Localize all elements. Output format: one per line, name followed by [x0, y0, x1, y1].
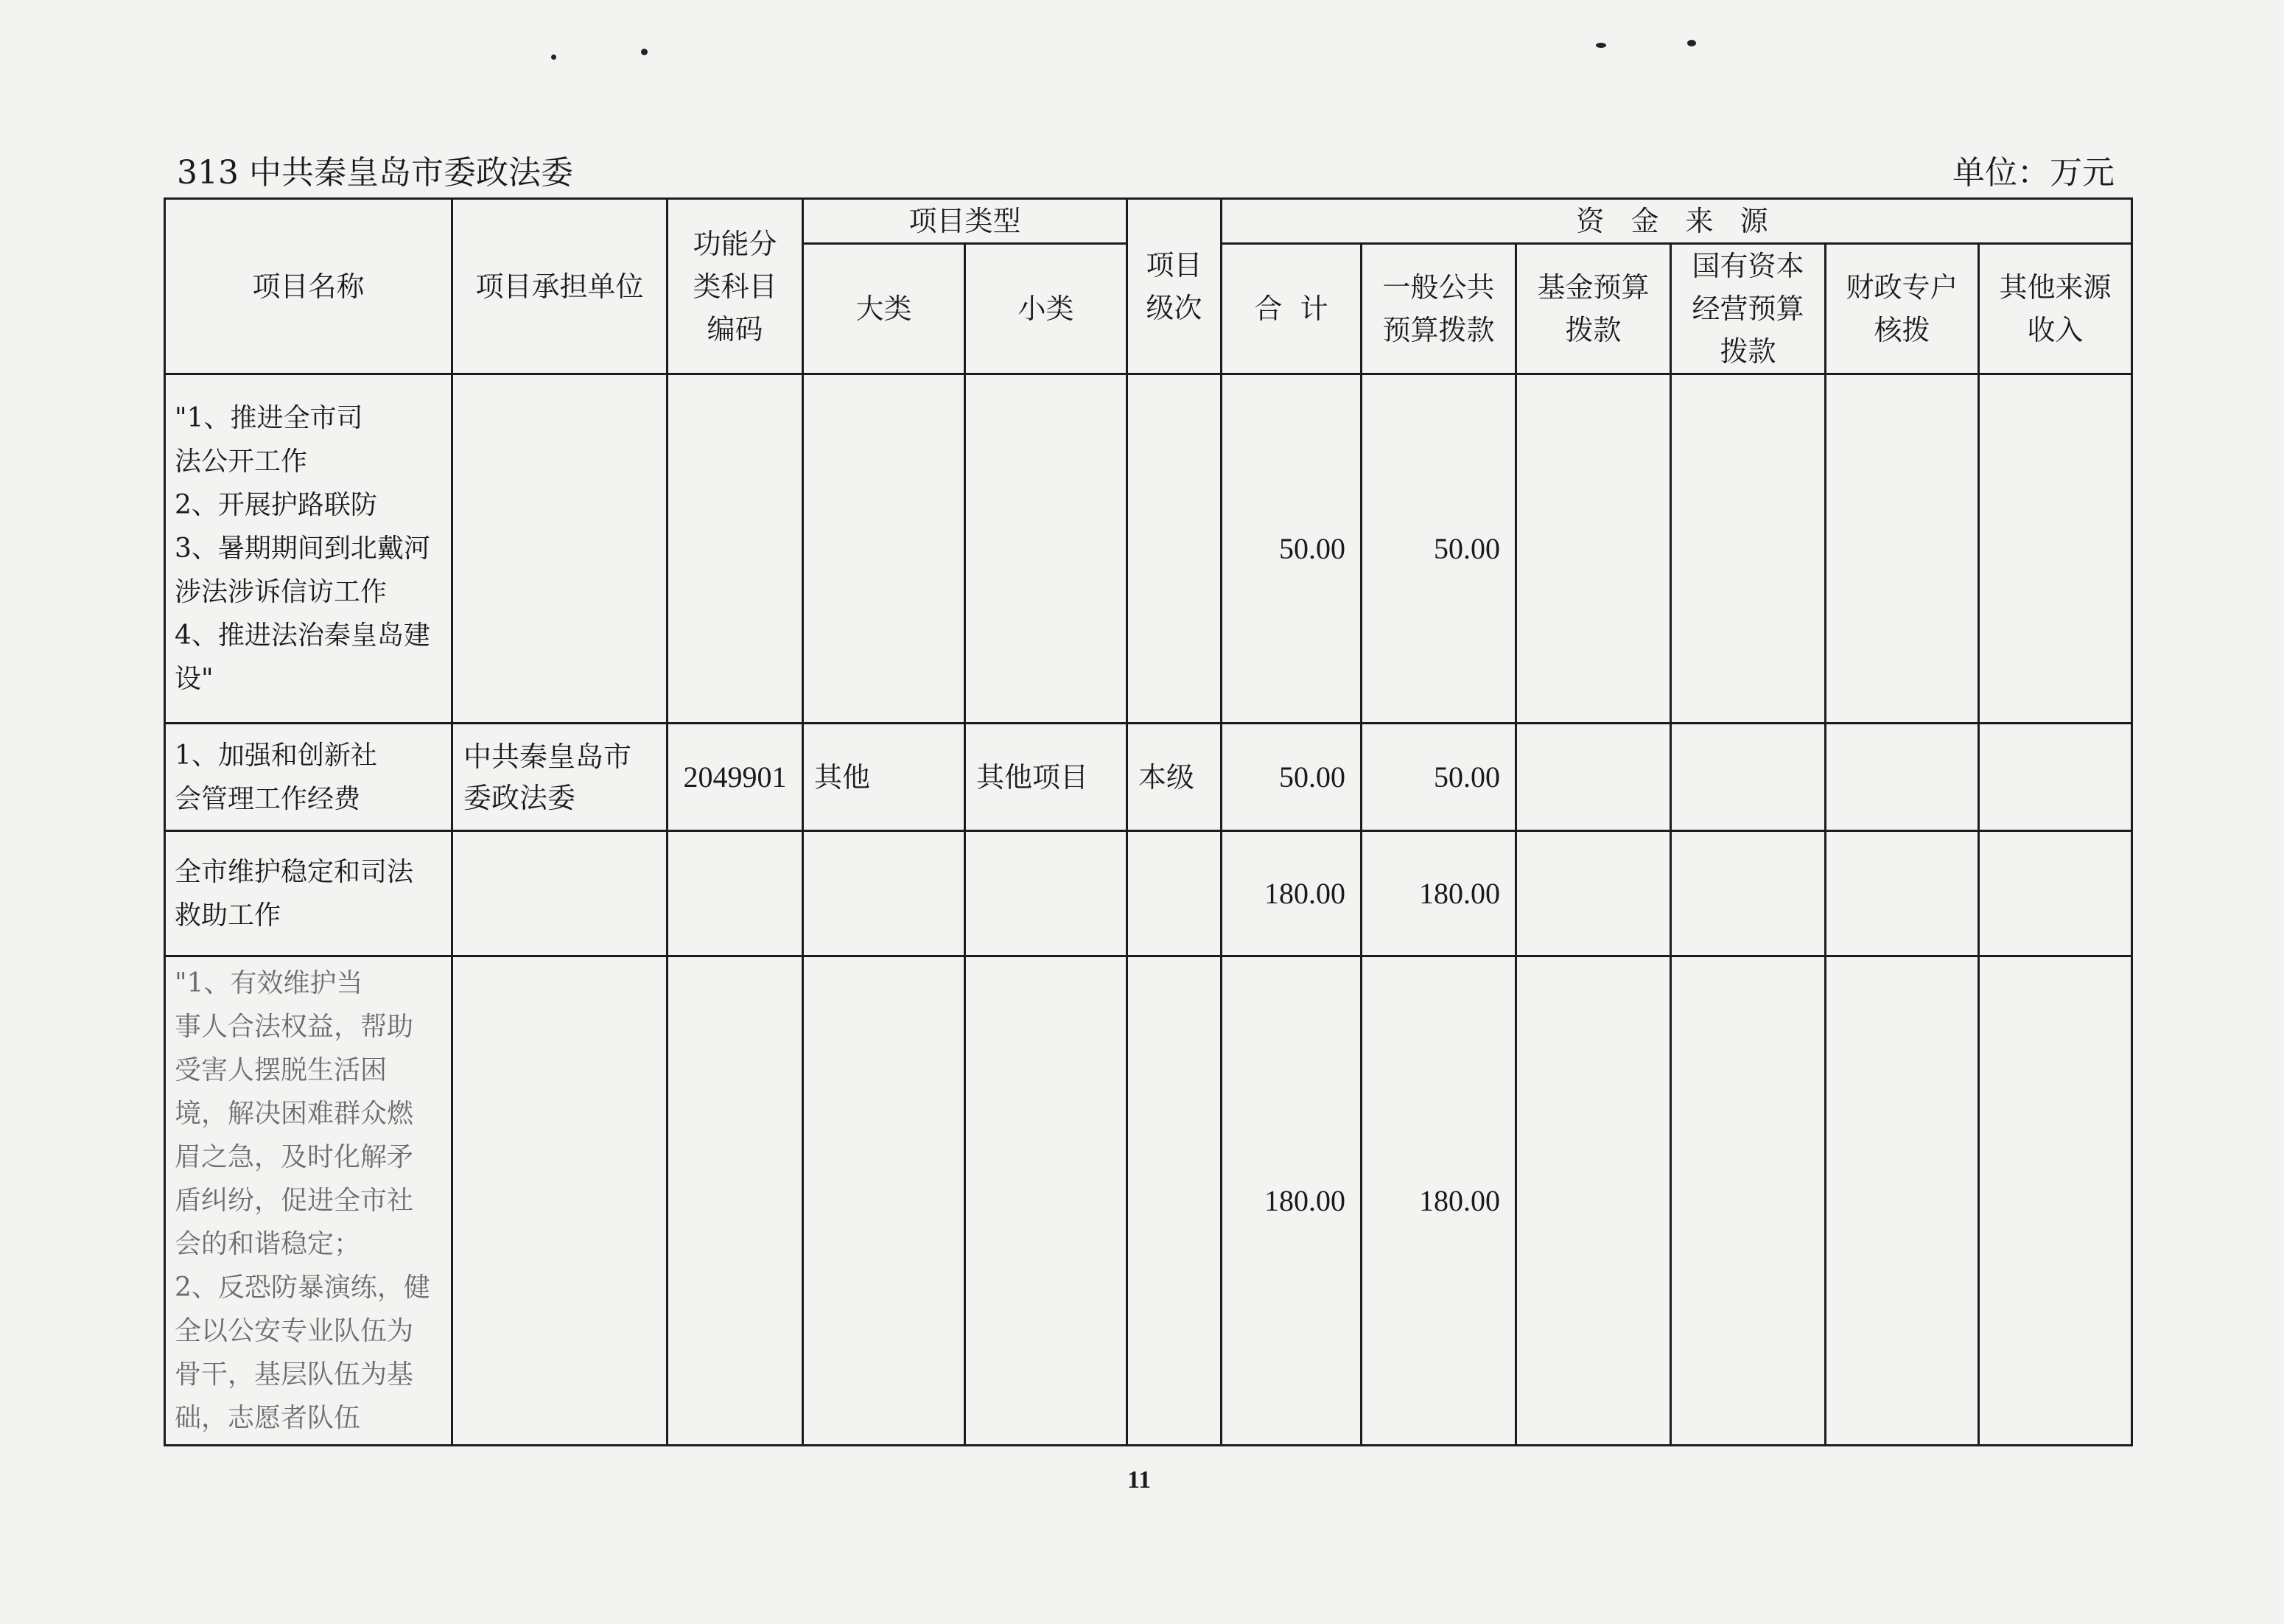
- project-name-cell: "1、有效维护当 事人合法权益，帮助 受害人摆脱生活困 境，解决困难群众燃 眉之急，及时化解矛 盾纠纷，促进全市社 会的和谐稳定； 2、反恐防暴演练，健 全以公安专业队伍为 骨干，基层队伍为基 础，志愿者队伍: [165, 956, 452, 1446]
- major-cell: 其他: [803, 724, 965, 831]
- code-cell: [668, 831, 803, 956]
- level-cell: 本级: [1127, 724, 1222, 831]
- state-capital-cell: [1671, 956, 1826, 1446]
- fund-budget-cell: [1516, 374, 1671, 724]
- general-budget-cell: 180.00: [1362, 831, 1516, 956]
- col-header-state-capital: 国有资本 经营预算 拨款: [1671, 244, 1826, 374]
- level-cell: [1127, 831, 1222, 956]
- col-header-func-code: 功能分 类科目 编码: [668, 199, 803, 374]
- budget-table: [164, 197, 2133, 1446]
- code-cell: [668, 374, 803, 724]
- col-header-minor: 小类: [965, 244, 1127, 374]
- total-cell: 50.00: [1222, 724, 1362, 831]
- other-income-cell: [1979, 956, 2132, 1446]
- state-capital-cell: [1671, 831, 1826, 956]
- page-number: 11: [1127, 1466, 1152, 1494]
- department-title: 313 中共秦皇岛市委政法委: [177, 154, 573, 192]
- scan-speck: [1687, 40, 1696, 46]
- minor-cell: [965, 956, 1127, 1446]
- special-account-cell: [1826, 956, 1979, 1446]
- undertaker-cell: [452, 956, 668, 1446]
- major-cell: [803, 831, 965, 956]
- general-budget-cell: 50.00: [1362, 724, 1516, 831]
- general-budget-cell: 50.00: [1362, 374, 1516, 724]
- state-capital-cell: [1671, 724, 1826, 831]
- total-cell: 180.00: [1222, 831, 1362, 956]
- minor-cell: [965, 831, 1127, 956]
- col-header-other-income: 其他来源 收入: [1979, 244, 2132, 374]
- total-cell: 50.00: [1222, 374, 1362, 724]
- scan-speck: [551, 55, 556, 60]
- total-cell: 180.00: [1222, 956, 1362, 1446]
- table-row: [165, 724, 2132, 831]
- special-account-cell: [1826, 724, 1979, 831]
- fund-budget-cell: [1516, 956, 1671, 1446]
- col-header-project-name: 项目名称: [165, 199, 452, 374]
- other-income-cell: [1979, 724, 2132, 831]
- major-cell: [803, 374, 965, 724]
- project-name-cell: 1、加强和创新社 会管理工作经费: [165, 724, 452, 831]
- table-row: [165, 831, 2132, 956]
- fund-budget-cell: [1516, 831, 1671, 956]
- project-name-cell: 全市维护稳定和司法 救助工作: [165, 831, 452, 956]
- col-header-undertaker: 项目承担单位: [452, 199, 668, 374]
- fund-budget-cell: [1516, 724, 1671, 831]
- undertaker-cell: [452, 831, 668, 956]
- unit-label: 单位：万元: [1952, 154, 2115, 192]
- col-header-fund-budget: 基金预算 拨款: [1516, 244, 1671, 374]
- undertaker-cell: [452, 374, 668, 724]
- level-cell: [1127, 956, 1222, 1446]
- other-income-cell: [1979, 831, 2132, 956]
- code-cell: [668, 956, 803, 1446]
- col-header-special-account: 财政专户 核拨: [1826, 244, 1979, 374]
- col-header-level: 项目 级次: [1127, 199, 1222, 374]
- project-name-cell: "1、推进全市司 法公开工作 2、开展护路联防 3、暑期期间到北戴河 涉法涉诉信访工作 4、推进法治秦皇岛建 设": [165, 374, 452, 724]
- undertaker-cell: 中共秦皇岛市 委政法委: [452, 724, 668, 831]
- general-budget-cell: 180.00: [1362, 956, 1516, 1446]
- minor-cell: 其他项目: [965, 724, 1127, 831]
- other-income-cell: [1979, 374, 2132, 724]
- col-header-major: 大类: [803, 244, 965, 374]
- major-cell: [803, 956, 965, 1446]
- state-capital-cell: [1671, 374, 1826, 724]
- code-cell: 2049901: [668, 724, 803, 831]
- scan-speck: [1596, 43, 1606, 48]
- scan-speck: [641, 49, 648, 55]
- table-row: [165, 956, 2132, 1446]
- col-header-total: 合 计: [1222, 244, 1362, 374]
- special-account-cell: [1826, 374, 1979, 724]
- col-header-general-budget: 一般公共 预算拨款: [1362, 244, 1516, 374]
- col-header-project-type: 项目类型: [803, 199, 1127, 244]
- level-cell: [1127, 374, 1222, 724]
- minor-cell: [965, 374, 1127, 724]
- special-account-cell: [1826, 831, 1979, 956]
- table-row: [165, 374, 2132, 724]
- col-header-fund-source: 资 金 来 源: [1222, 199, 2132, 244]
